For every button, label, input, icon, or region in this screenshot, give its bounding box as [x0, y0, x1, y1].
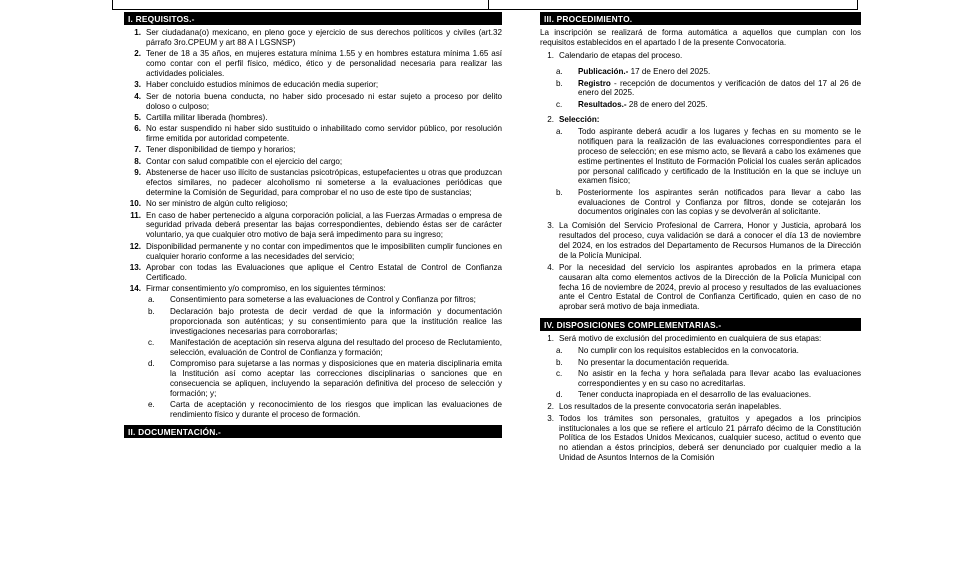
list-text: Tener conducta inapropiada en el desarrollo de las evaluaciones. [578, 390, 812, 400]
list-item [124, 28, 502, 48]
procedimiento-intro: La inscripción se realizará de forma automática a aquellos que cumplan con los requisitos establecidos en el apartado I de la presente Convocatoria. [540, 28, 861, 48]
list-item [124, 92, 502, 112]
list-item [124, 199, 502, 209]
section-heading-disposiciones: IV. DISPOSICIONES COMPLEMENTARIAS.- [540, 318, 861, 331]
list-label: Resultados.- [578, 99, 627, 109]
procedimiento-tail-list [540, 221, 861, 313]
list-marker: a. [148, 295, 155, 305]
list-text: Abstenerse de hacer uso ilícito de sustancias psicotrópicas, estupefacientes u otras que produzcan efectos similares, no padecer alcoholismo ni someterse a la evaluaciones periódicas que determine la Comisión de Seguridad, para comprobar el no uso de este tipo de sustancias; [146, 168, 502, 197]
seleccion-heading-list [540, 115, 861, 125]
exclusion-list [554, 346, 861, 400]
section-heading-documentacion: II. DOCUMENTACIÓN.- [124, 425, 502, 438]
list-text: No presentar la documentación requerida. [578, 357, 730, 367]
list-text: No cumplir con los requisitos establecidos en la convocatoria. [578, 346, 799, 356]
list-label: Registro [578, 78, 611, 88]
list-text: No ser ministro de algún culto religioso; [146, 199, 288, 209]
list-marker: e. [148, 400, 155, 410]
list-marker: c. [556, 99, 563, 109]
list-marker: a. [556, 346, 563, 356]
list-item [540, 221, 861, 261]
list-marker: 6. [134, 124, 141, 134]
list-item [554, 100, 861, 110]
list-marker: b. [556, 357, 563, 367]
procedimiento-list [540, 51, 861, 61]
list-item [124, 168, 502, 198]
list-marker: 9. [134, 168, 141, 178]
two-column-body [0, 12, 971, 465]
seleccion-list [554, 127, 861, 217]
list-item [554, 346, 861, 356]
list-marker: c. [556, 369, 563, 379]
list-item [124, 124, 502, 144]
list-marker: 14. [129, 284, 141, 294]
section-heading-requisitos: I. REQUISITOS.- [124, 12, 502, 25]
table-column-divider [488, 0, 489, 9]
list-text: Todos los trámites son personales, gratuitos y apegados a los principios institucionales a los que se refiere el artículo 21 párrafo décimo de la Constitución Política de los Estados Unidos Mexicanos, cualquier suceso, actitud o evento que no atiendan a éstos principios, deberá ser denunciado por cualquier medio a la Unidad de Asuntos Internos de la Comisión [559, 413, 861, 463]
list-marker: 7. [134, 145, 141, 155]
table-fragment-top [112, 0, 858, 10]
section-heading-procedimiento: III. PROCEDIMIENTO. [540, 12, 861, 25]
calendario-list [554, 67, 861, 109]
list-text: En caso de haber pertenecido a alguna corporación policial, a las Fuerzas Armadas o empresa de seguridad privada deberá presentar las bajas correspondientes, debiendo éstas ser de carácter voluntario, ya que cualquier otro motivo de baja será impedimento para su ingreso; [146, 210, 502, 240]
list-text: No estar suspendido ni haber sido sustituido o inhabilitado como servidor público, por resolución firme emitida por autoridad competente. [146, 124, 502, 144]
list-item [540, 115, 861, 125]
list-text: Por la necesidad del servicio los aspirantes aprobados en la primera etapa causaran alta como elementos activos de la Dirección de la Policía Municipal con fecha 16 de noviembre de 2024, previo al proceso y resultados de las evaluaciones ante el Centro Estatal de Control de Confianza Certificado, quien en caso de no aprobar será motivo de baja inmediata. [559, 262, 861, 312]
list-item [554, 188, 861, 218]
list-marker: c. [148, 337, 155, 347]
list-text: Será motivo de exclusión del procedimiento en cualquiera de sus etapas: [559, 334, 822, 344]
list-item [124, 284, 502, 294]
list-item [540, 263, 861, 313]
list-item [554, 79, 861, 99]
list-marker: 2. [134, 49, 141, 59]
list-text: Todo aspirante deberá acudir a los lugares y fechas en su momento se le notifiquen para la realización de las evaluaciones correspondientes para el proceso de selección; en ese mismo acto, se llevará a cabo los exámenes que estime pertinentes el Instituto de Formación Policial los cuales serán aplicados por personal calificado y certificado de la Institución en la que se incluye un examen físico; [578, 127, 861, 186]
list-text: Declaración bajo protesta de decir verdad de que la información y documentación proporcionada son auténticas; y su consentimiento para que la institución realice las investigaciones necesarias para corroborarlas; [170, 306, 502, 336]
list-item [146, 400, 502, 420]
list-label: Selección: [559, 115, 600, 125]
list-item [554, 127, 861, 186]
list-item [124, 242, 502, 262]
list-item [146, 338, 502, 358]
list-item [124, 113, 502, 123]
list-item [554, 67, 861, 77]
list-text: Calendario de etapas del proceso. [559, 51, 683, 61]
list-marker: 1. [547, 51, 554, 61]
requisitos-list [124, 28, 502, 294]
list-marker: 3. [134, 80, 141, 90]
list-text: Carta de aceptación y reconocimiento de los riesgos que implican las evaluaciones de rendimiento físico y durante el proceso de formación. [170, 400, 502, 419]
list-marker: d. [148, 359, 155, 369]
list-item [554, 390, 861, 400]
list-item [554, 369, 861, 389]
list-marker: 13. [129, 262, 141, 272]
list-item [124, 211, 502, 241]
list-item [124, 157, 502, 167]
right-column [510, 12, 971, 465]
list-text: Aprobar con todas las Evaluaciones que aplique el Centro Estatal de Control de Confianza Certificado. [146, 262, 502, 282]
list-text: 17 de Enero del 2025. [628, 67, 711, 77]
list-item [146, 295, 502, 305]
list-marker: 4. [134, 91, 141, 101]
list-marker: b. [148, 306, 155, 316]
list-marker: 5. [134, 112, 141, 122]
list-text: Haber concluido estudios mínimos de educación media superior; [146, 80, 379, 90]
list-marker: 4. [547, 262, 554, 272]
list-item [540, 414, 861, 464]
list-text: Manifestación de aceptación sin reserva alguna del resultado del proceso de Reclutamiento, selección, evaluación de Control de Confianza y formación; [170, 337, 502, 357]
list-text: Disponibilidad permanente y no contar con impedimentos que le imposibiliten cumplir funciones en cualquier horario conforme a las necesidades del servicio; [146, 241, 502, 261]
list-text: Cartilla militar liberada (hombres). [146, 112, 268, 122]
list-item [124, 49, 502, 79]
list-item [146, 359, 502, 398]
list-marker: d. [556, 390, 563, 400]
list-item [554, 358, 861, 368]
list-marker: 1. [547, 334, 554, 344]
list-item [124, 80, 502, 90]
list-item [540, 402, 861, 412]
list-marker: 2. [547, 115, 554, 125]
list-item [146, 307, 502, 337]
list-item [540, 51, 861, 61]
list-text: - recepción de documentos y verificación de datos del 17 al 26 de enero del 2025. [578, 78, 861, 98]
list-text: 28 de enero del 2025. [626, 99, 708, 109]
list-marker: 8. [134, 156, 141, 166]
list-text: Los resultados de la presente convocatoria serán inapelables. [559, 401, 782, 411]
list-text: Compromiso para sujetarse a las normas y disposiciones que en materia disciplinaria emita la Institución así como aceptar las correcciones disciplinarias o sanciones que en consecuencia se apliquen, incluyendo la separación definitiva del proceso de selección y formación; y; [170, 359, 502, 398]
list-text: La Comisión del Servicio Profesional de Carrera, Honor y Justicia, aprobará los resultados del proceso, cuya validación se dará a conocer el día 13 de noviembre del 2024, en los estrados del Departamento de Recursos Humanos de la Dirección de la Policía Municipal. [559, 220, 861, 260]
list-text: Contar con salud compatible con el ejercicio del cargo; [146, 156, 343, 166]
left-column [0, 12, 510, 465]
list-marker: 10. [129, 199, 141, 209]
list-marker: 3. [547, 220, 554, 230]
list-marker: 3. [547, 413, 554, 423]
list-marker: a. [556, 67, 563, 77]
list-label: Publicación.- [578, 67, 629, 77]
list-marker: b. [556, 187, 563, 197]
list-text: Firmar consentimiento y/o compromiso, en los siguientes términos: [146, 284, 386, 294]
list-marker: 12. [129, 241, 141, 251]
list-text: Tener disponibilidad de tiempo y horarios; [146, 145, 296, 155]
list-text: Consentimiento para someterse a las evaluaciones de Control y Confianza por filtros; [170, 295, 476, 305]
list-marker: 1. [134, 28, 141, 37]
list-text: Posteriormente los aspirantes serán notificados para llevar a cabo las evaluaciones de Control y Confianza por filtros, donde se cotejarán los documentos originales con las copias y se devolverán al solicitante. [578, 187, 861, 217]
list-marker: b. [556, 78, 563, 88]
list-item [540, 334, 861, 344]
list-marker: 11. [130, 210, 141, 220]
list-marker: 2. [547, 401, 554, 411]
compromisos-list [146, 295, 502, 419]
list-text: Tener de 18 a 35 años, en mujeres estatura mínima 1.55 y en hombres estatura mínima 1.65 así como contar con el perfil físico, médico, ético y de personalidad necesaria para realizar las actividades policiales. [146, 49, 502, 78]
list-marker: a. [556, 127, 563, 137]
list-item [124, 145, 502, 155]
list-text: Ser de notoria buena conducta, no haber sido procesado ni estar sujeto a proceso por delito doloso o culposo; [146, 91, 502, 111]
disposiciones-list-head [540, 334, 861, 344]
list-item [124, 263, 502, 283]
disposiciones-list-tail [540, 402, 861, 464]
list-text: No asistir en la fecha y hora señalada para llevar acabo las evaluaciones correspondientes y en su caso no acreditarlas. [578, 369, 861, 388]
list-text: Ser ciudadana(o) mexicano, en pleno goce y ejercicio de sus derechos políticos y civiles (art.32 párrafo 3ro.CPEUM y art 88 A I LGSNSP) [146, 28, 502, 47]
